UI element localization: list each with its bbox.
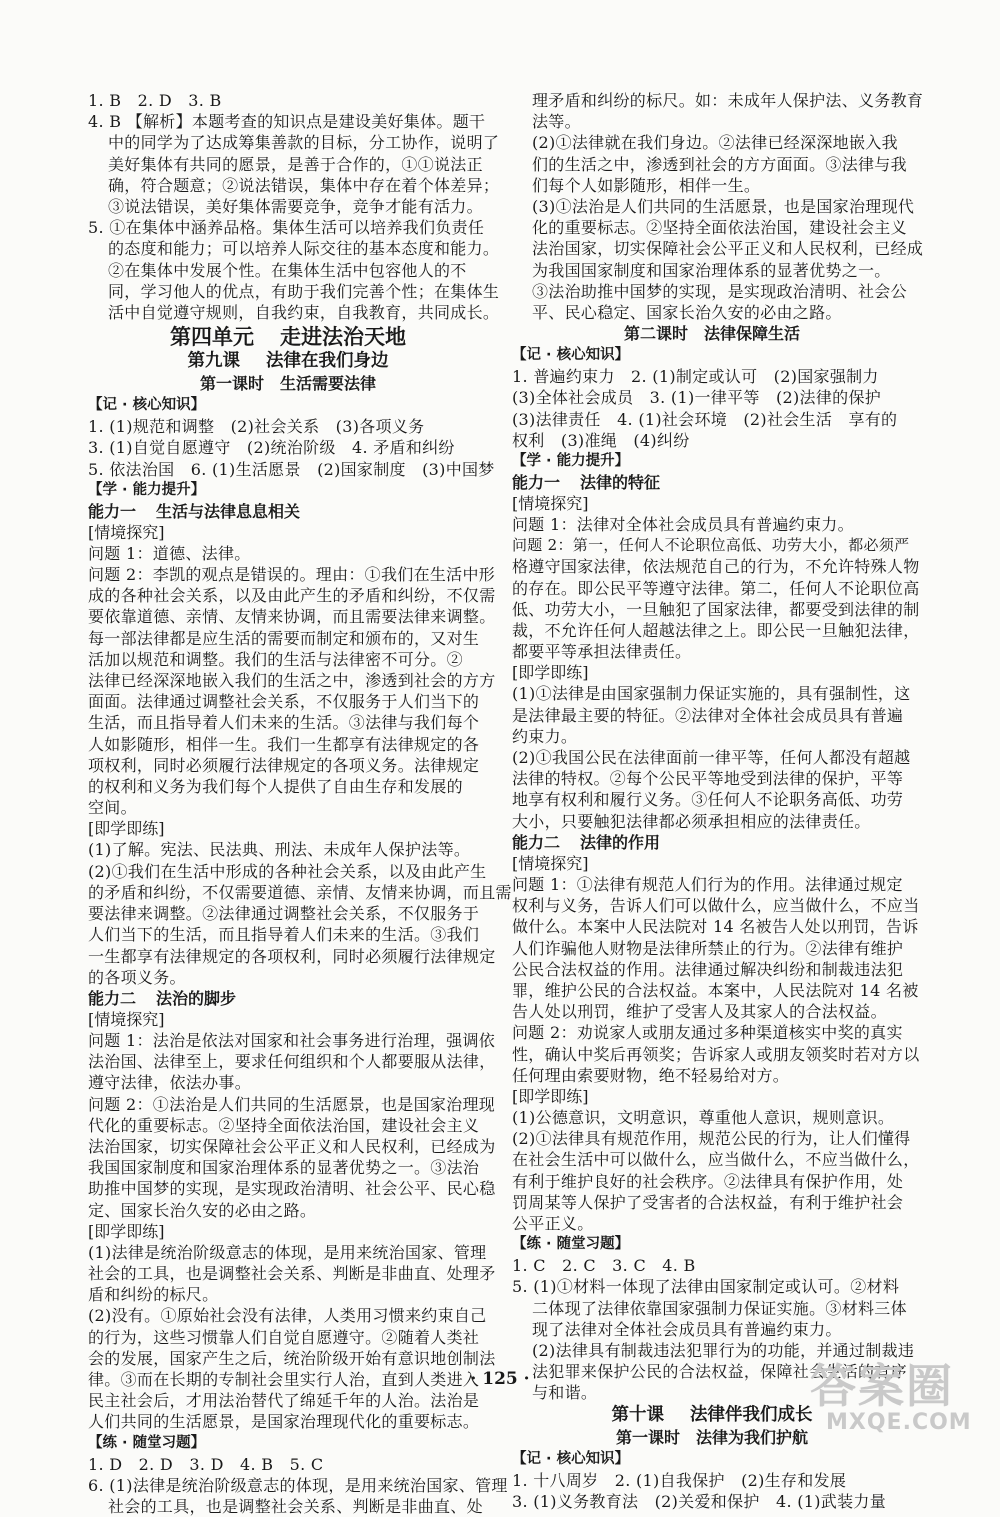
text-line: 1. 普遍约束力 2. (1)制定或认可 (2)国家强制力: [512, 367, 879, 387]
text-line: 人们共同的生活愿景，是国家治理现代化的重要标志。: [88, 1412, 480, 1432]
text-line: 遵守法律，依法办事。: [88, 1073, 252, 1093]
section-heading: 【记 · 核心知识】: [512, 347, 630, 364]
text-line: (2)①我国公民在法律面前一律平等，任何人都没有超越: [512, 748, 911, 768]
text-line: 助推中国梦的实现，是实现政治清明、社会公平、民心稳: [88, 1179, 496, 1199]
watermark-logo: [810, 1361, 980, 1441]
text-line: 中的同学为了达成筹集善款的目标，分工协作，说明了: [108, 133, 500, 153]
text-line: 社会的工具，也是调整社会关系、判断是非曲直、处理矛: [88, 1263, 496, 1283]
text-line: 公平正义。: [512, 1213, 594, 1233]
text-line: 的态度和能力；可以培养人际交往的基本态度和能力。: [108, 239, 500, 259]
text-line: (2)没有。①原始社会没有法律，人类用习惯来约束自己: [88, 1306, 487, 1326]
text-line: 性，确认中奖后再领奖；告诉家人或朋友领奖时若对方以: [512, 1044, 920, 1064]
watermark-url: MXQE.COM: [826, 1410, 972, 1435]
text-line: 一生都享有法律规定的各项权利，同时必须履行法律规定: [88, 946, 496, 966]
text-line: (1)了解。宪法、民法典、刑法、未成年人保护法等。: [88, 840, 471, 860]
heading-text: 法律在我们身边: [266, 351, 389, 372]
text-line: (3)全体社会成员 3. (1)一律平等 (2)法律的保护: [512, 388, 882, 408]
watermark-top-text: 答案圈: [810, 1359, 954, 1413]
text-line: 1. 十八周岁 2. (1)自我保护 (2)生存和发展: [512, 1470, 847, 1490]
text-line: 确，符合题意；②说法错误，集体中存在着个体差异；: [108, 175, 500, 195]
text-line: 们每个人如影随形，相伴一生。: [532, 175, 761, 195]
text-line: 美好集体有共同的愿景，是善于合作的，①①说法正: [108, 154, 483, 174]
text-line: 盾和纠纷的标尺。: [88, 1285, 219, 1305]
page-number: · 125 ·: [470, 1369, 530, 1389]
heading-text: 法律的特征: [580, 473, 661, 493]
text-line: 在社会生活中可以做什么，应当做什么，不应当做什么，: [512, 1150, 920, 1170]
text-line: 6. (1)法律是统治阶级意志的体现，是用来统治国家、管理: [88, 1475, 508, 1495]
text-line: 的存在。即公民平等遵守法律。第二，任何人不论职位高: [512, 578, 920, 598]
text-line: 与和谐。: [532, 1383, 598, 1403]
text-line: 项权利，同时必须履行法律规定的各项义务。法律规定: [88, 755, 480, 775]
text-line: 要法律来调整。②法律通过调整社会关系，不仅服务于: [88, 904, 480, 924]
text-line: ②在集体中发展个性。在集体生活中包容他人的不: [108, 260, 467, 280]
text-line: 人如影随形，相伴一生。我们一生都享有法律规定的各: [88, 734, 480, 754]
text-line: (2)法律具有制裁违法犯罪行为的功能，并通过制裁违: [532, 1340, 915, 1360]
text-line: 同，学习他人的优点，有助于我们完善个性；在集体生: [108, 281, 500, 301]
text-line: 告人处以刑罚，维护了受害人及其家人的合法权益。: [512, 1002, 887, 1022]
text-line: (2)①我们在生活中形成的各种社会关系，以及由此产生: [88, 861, 487, 881]
text-line: 每一部法律都是应生活的需要而制定和颁布的，又对生: [88, 628, 480, 648]
text-line: 化的重要标志。②坚持全面依法治国，建设社会主义: [532, 218, 907, 238]
text-line: 5. 依法治国 6. (1)生活愿景 (2)国家制度 (3)中国梦: [88, 459, 495, 479]
exercise-tag: [即学即练]: [88, 1221, 165, 1241]
text-line: (3)法律责任 4. (1)社会环境 (2)社会生活 享有的: [512, 409, 898, 429]
text-line: 公民合法权益的作用。法律通过解决纠纷和制裁违法犯: [512, 959, 904, 979]
heading-text: 法治的脚步: [156, 988, 237, 1008]
text-line: 问题 1：法律对全体社会成员具有普遍约束力。: [512, 515, 854, 535]
heading-label: 能力二: [88, 988, 137, 1008]
text-line: 法犯罪来保护公民的合法权益，保障社会生活的有序: [532, 1362, 907, 1382]
text-line: 大小，只要触犯法律都必须承担相应的法律责任。: [512, 811, 871, 831]
text-line: 法治国家，切实保障社会公平正义和人民权利，已经成为: [88, 1136, 496, 1156]
text-line: 会的发展，国家产生之后，统治阶级开始有意识地创制法: [88, 1348, 496, 1368]
right-column: [512, 90, 924, 1512]
heading-text: 生活与法律息息相关: [156, 501, 301, 521]
period-title: 第一课时 法律为我们护航: [615, 1427, 808, 1447]
heading-label: 能力一: [512, 473, 561, 493]
text-line: 问题 2：劝说家人或朋友通过多种渠道核实中奖的真实: [512, 1023, 903, 1043]
text-line: 活加以规范和调整。我们的生活与法律密不可分。②: [88, 649, 463, 669]
text-line: (1)法律是统治阶级意志的体现，是用来统治国家、管理: [88, 1242, 487, 1262]
text-line: 的各项义务。: [88, 967, 186, 987]
text-line: 要依靠道德、亲情、友情来协调，而且需要法律来调整。: [88, 607, 496, 627]
text-line: ③说法错误，美好集体需要竞争，竞争才能有活力。: [108, 197, 483, 217]
heading-label: 能力一: [88, 501, 137, 521]
text-line: 3. (1)自觉自愿遵守 (2)统治阶级 4. 矛盾和纠纷: [88, 438, 455, 458]
text-line: 平、民心稳定、国家长治久安的必由之路。: [532, 303, 842, 323]
text-line: 权利 (3)准绳 (4)纠纷: [512, 430, 690, 450]
ability-heading: [512, 832, 912, 853]
text-line: 1. (1)规范和调整 (2)社会关系 (3)各项义务: [88, 417, 425, 437]
text-line: 1. B 2. D 3. B: [88, 91, 222, 110]
text-line: 现了法律对全体社会成员具有普遍约束力。: [532, 1319, 842, 1339]
text-line: 律。③而在长期的专制社会里实行人治，直到人类进入: [88, 1369, 480, 1389]
heading-text: 法律伴我们成长: [690, 1404, 813, 1425]
heading-label: 能力二: [512, 832, 561, 852]
text-line: 问题 2：①法治是人们共同的生活愿景，也是国家治理现: [88, 1094, 496, 1114]
text-line: 的矛盾和纠纷，不仅需要道德、亲情、友情来协调，而且需: [88, 882, 512, 902]
exercise-tag: [情境探究]: [512, 853, 589, 873]
text-line: ③法治助推中国梦的实现，是实现政治清明、社会公: [532, 281, 907, 301]
unit-title: [88, 324, 488, 349]
text-line: 面面。法律通过调整社会关系，不仅服务于人们当下的: [88, 692, 480, 712]
text-line: 1. C 2. C 3. C 4. B: [512, 1256, 696, 1276]
text-line: 人们当下的生活，而且指导着人们未来的生活。③我们: [88, 925, 480, 945]
text-line: 法等。: [532, 112, 581, 132]
lesson-title: [88, 350, 488, 373]
heading-label: 第十课: [611, 1404, 664, 1425]
text-line: (2)①法律就在我们身边。②法律已经深深地嵌入我: [532, 133, 898, 153]
exercise-tag: [情境探究]: [88, 522, 165, 542]
period-title: 第二课时 法律保障生活: [623, 324, 800, 344]
section-heading: 【练 · 随堂习题】: [512, 1236, 630, 1253]
text-line: 4. B 【解析】本题考查的知识点是建设美好集体。题干: [88, 112, 486, 132]
text-line: 为我国国家制度和国家治理体系的显著优势之一。: [532, 260, 891, 280]
heading-text: 法律的作用: [580, 832, 661, 852]
text-line: 权利与义务，告诉人们可以做什么，应当做什么，不应当: [512, 896, 920, 916]
text-line: 裁，不允许任何人超越法律之上。即公民一旦触犯法律，: [512, 621, 920, 641]
text-line: 我国国家制度和国家治理体系的显著优势之一。③法治: [88, 1158, 480, 1178]
text-line: 民主社会后，才用法治替代了绵延千年的人治。法治是: [88, 1391, 480, 1411]
text-line: 们的生活之中，渗透到社会的方方面面。③法律与我: [532, 154, 907, 174]
text-line: 法律已经深深地嵌入我们的生活之中，渗透到社会的方方: [88, 671, 496, 691]
text-line: 做什么。本案中人民法院对 14 名被告人处以刑罚，告诉: [512, 917, 919, 937]
text-line: (3)①法治是人们共同的生活愿景，也是国家治理现代: [532, 197, 915, 217]
text-line: (1)公德意识，文明意识，尊重他人意识，规则意识。: [512, 1107, 895, 1127]
text-line: 3. (1)义务教育法 (2)关爱和保护 4. (1)武装力量: [512, 1491, 886, 1511]
section-heading: 【练 · 随堂习题】: [88, 1434, 206, 1451]
text-line: 问题 1：①法律有规范人们行为的作用。法律通过规定: [512, 874, 903, 894]
text-line: 问题 2：第一，任何人不论职位高低、功劳大小，都必须严: [512, 536, 910, 555]
text-line: 5. (1)①材料一体现了法律由国家制定或认可。②材料: [512, 1277, 900, 1297]
period-title: 第一课时 生活需要法律: [199, 374, 376, 394]
section-heading: 【记 · 核心知识】: [88, 397, 206, 414]
text-line: 有利于维护良好的社会秩序。②法律具有保护作用，处: [512, 1171, 904, 1191]
text-line: 格遵守国家法律，依法规范自己的行为，不允许特殊人物: [512, 557, 920, 577]
text-line: 社会的工具，也是调整社会关系、判断是非曲直、处: [108, 1496, 483, 1516]
exercise-tag: [即学即练]: [512, 663, 589, 683]
text-line: 低、功劳大小，一旦触犯了国家法律，都要受到法律的制: [512, 599, 920, 619]
text-line: 代化的重要标志。②坚持全面依法治国，建设社会主义: [88, 1115, 480, 1135]
exercise-tag: [情境探究]: [88, 1009, 165, 1029]
text-line: 活中自觉遵守规则，自我约束，自我教育，共同成长。: [108, 303, 500, 323]
text-line: 任何理由索要财物，绝不轻易给对方。: [512, 1065, 790, 1085]
text-line: 法治国、法律至上，要求任何组织和个人都要服从法律，: [88, 1052, 496, 1072]
heading-text: 走进法治天地: [280, 324, 406, 350]
text-line: 问题 2：李凯的观点是错误的。理由：①我们在生活中形: [88, 565, 496, 585]
text-line: 5. ①在集体中涵养品格。集体生活可以培养我们负责任: [88, 218, 485, 238]
text-line: 人们诈骗他人财物是法律所禁止的行为。②法律有维护: [512, 938, 904, 958]
text-line: 成的各种社会关系，以及由此产生的矛盾和纠纷，不仅需: [88, 586, 496, 606]
exercise-tag: [情境探究]: [512, 494, 589, 514]
text-line: 理矛盾和纠纷的标尺。如：未成年人保护法、义务教育: [532, 91, 924, 110]
section-heading: 【学 · 能力提升】: [88, 481, 206, 498]
text-line: 都要平等承担法律责任。: [512, 642, 692, 662]
heading-label: 第九课: [187, 351, 240, 372]
text-line: 1. D 2. D 3. D 4. B 5. C: [88, 1454, 324, 1474]
text-line: 空间。: [88, 798, 137, 818]
exercise-tag: [即学即练]: [88, 819, 165, 839]
text-line: 法治国家，切实保障社会公平正义和人民权利，已经成: [532, 239, 924, 259]
text-line: 二体现了法律依靠国家强制力保证实施。③材料三体: [532, 1298, 907, 1318]
text-line: 的行为，这些习惯靠人们自觉自愿遵守。②随着人类社: [88, 1327, 480, 1347]
text-line: 法律的特权。②每个公民平等地受到法律的保护，平等: [512, 769, 904, 789]
text-line: (1)①法律是由国家强制力保证实施的，具有强制性，这: [512, 684, 911, 704]
text-line: 的权利和义务为我们每个人提供了自由生存和发展的: [88, 777, 463, 797]
text-line: 问题 1：法治是依法对国家和社会事务进行治理，强调依: [88, 1030, 496, 1050]
text-line: (2)①法律具有规范作用，规范公民的行为，让人们懂得: [512, 1129, 911, 1149]
text-line: 罪，维护公民的合法权益。本案中，人民法院对 14 名被: [512, 980, 919, 1000]
text-line: 生活，而且指导着人们未来的生活。③法律与我们每个: [88, 713, 480, 733]
ability-heading: [512, 472, 912, 493]
text-line: 定、国家长治久安的必由之路。: [88, 1200, 317, 1220]
section-heading: 【记 · 核心知识】: [512, 1450, 630, 1467]
text-line: 罚周某等人保护了受害者的合法权益，有利于维护社会: [512, 1192, 904, 1212]
ability-heading: [88, 501, 488, 522]
ability-heading: [88, 988, 488, 1009]
text-line: 约束力。: [512, 726, 578, 746]
exercise-tag: [即学即练]: [512, 1086, 589, 1106]
section-heading: 【学 · 能力提升】: [512, 453, 630, 470]
text-line: 问题 1：道德、法律。: [88, 543, 251, 563]
heading-label: 第四单元: [170, 324, 254, 350]
text-line: 地享有权利和履行义务。③任何人不论职务高低、功劳: [512, 790, 904, 810]
text-line: 是法律最主要的特征。②法律对全体社会成员具有普遍: [512, 705, 904, 725]
